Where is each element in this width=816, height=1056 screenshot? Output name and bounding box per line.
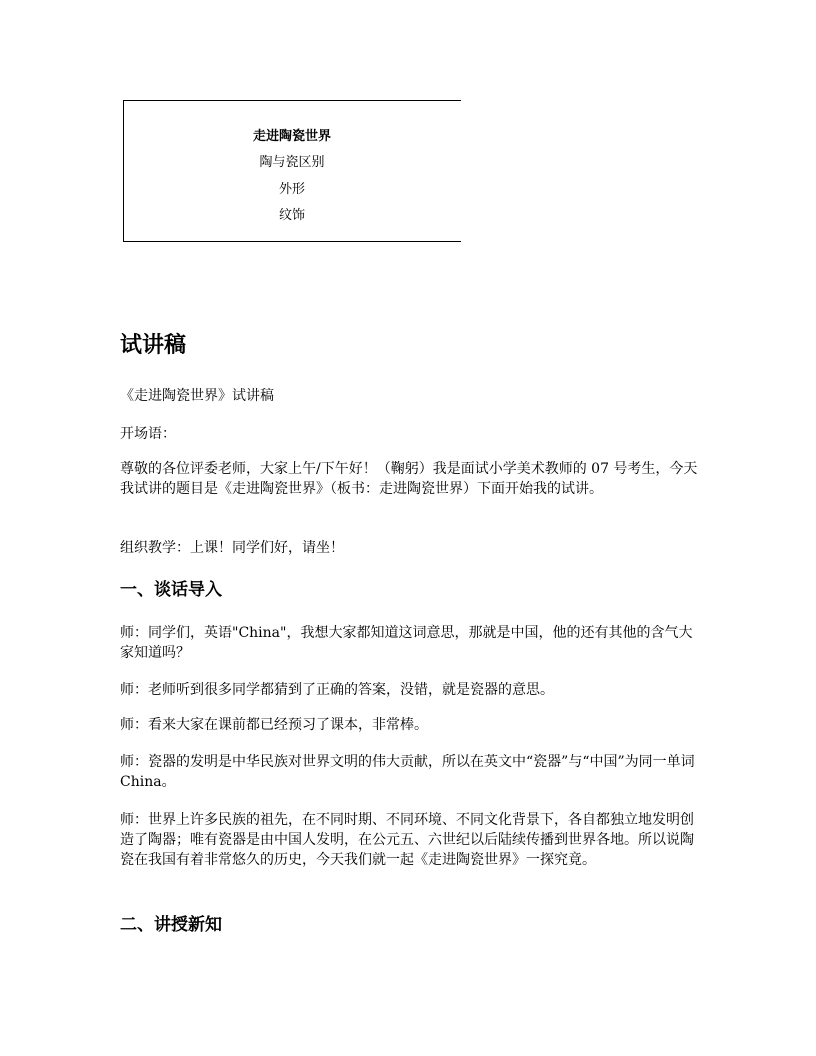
- opening-label: 开场语：: [120, 426, 176, 442]
- board-item: 外形: [278, 182, 305, 197]
- document-title: 试讲稿: [120, 333, 187, 358]
- section-heading-intro: 一、谈话导入: [120, 580, 222, 600]
- dialogue-paragraph: 师：瓷器的发明是中华民族对世界文明的伟大贡献，所以在英文中“瓷器”与“中国”为同一单词 China。: [120, 754, 695, 790]
- dialogue-paragraph: 师：世界上许多民族的祖先，在不同时期、不同环境、不同文化背景下，各自都独立地发明创造了陶器；唯有瓷器是由中国人发明，在公元五、六世纪以后陆续传播到世界各地。所以说陶瓷在我国有着非常悠久的历史，今天我们就一起《走进陶瓷世界》一探究竟。: [120, 812, 694, 868]
- blackboard-outline: [123, 100, 461, 242]
- opening-paragraph: 尊敬的各位评委老师，大家上午/下午好！（鞠躬）我是面试小学美术教师的 07 号考生，今天我试讲的题目是《走进陶瓷世界》（板书：走进陶瓷世界）下面开始我的试讲。: [120, 461, 698, 497]
- board-title: 走进陶瓷世界: [252, 129, 331, 144]
- dialogue-paragraph: 师：老师听到很多同学都猜到了正确的答案，没错，就是瓷器的意思。: [120, 682, 554, 698]
- board-item: 陶与瓷区别: [259, 155, 325, 170]
- dialogue-paragraph: 师：同学们，英语"China"，我想大家都知道这词意思，那就是中国，他的还有其他的含气大家知道吗？: [120, 625, 693, 661]
- organize-paragraph: 组织教学：上课！同学们好，请坐！: [120, 540, 344, 556]
- dialogue-paragraph: 师：看来大家在课前都已经预习了课本，非常棒。: [120, 717, 428, 733]
- board-item: 纹饰: [278, 208, 305, 223]
- lesson-subtitle: 《走进陶瓷世界》试讲稿: [120, 388, 274, 404]
- section-heading-teaching: 二、讲授新知: [120, 915, 222, 935]
